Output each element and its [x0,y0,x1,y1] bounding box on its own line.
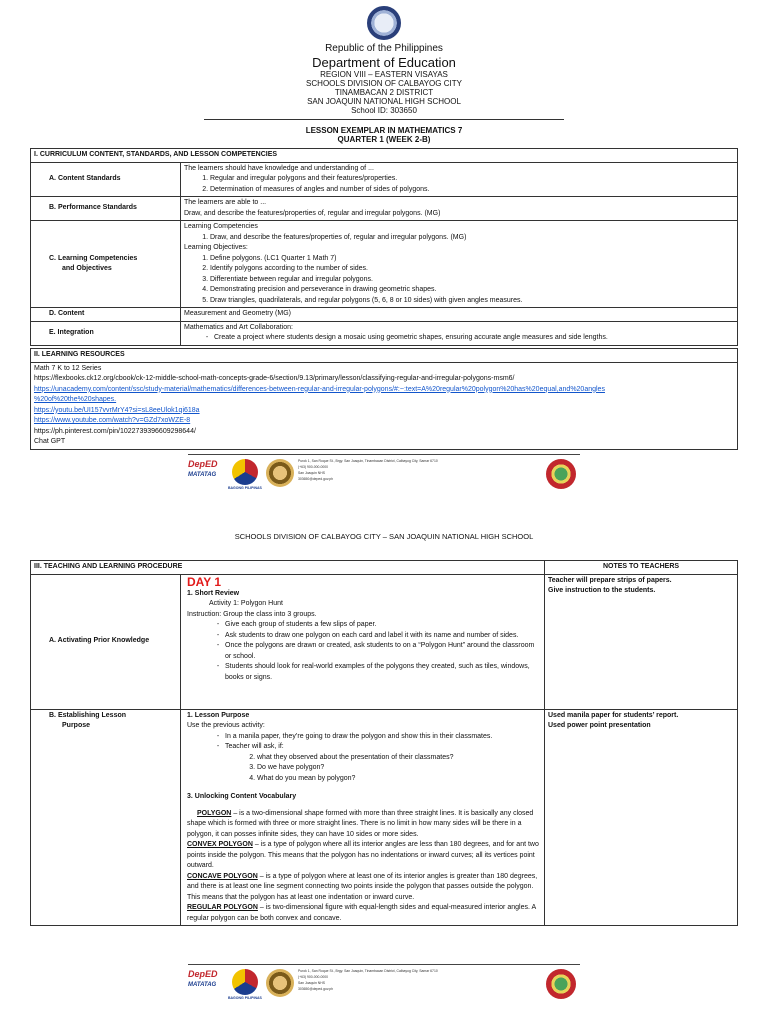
division-seal-icon [266,969,294,997]
page-footer [188,454,580,494]
curriculum-table [30,148,738,346]
integration-line-1: Mathematics and Art Collaboration: [184,323,293,331]
establishing-label [31,709,181,926]
resource-line: https://flexbooks.ck12.org/cbook/ck-12-middle-school-math-concepts-grade-6/section/9.13/primary/lesson/classifying-regular-and-irregular-polygons-msm6/ [34,375,515,382]
note-line: Used manila paper for students’ report. [548,711,679,719]
list-item: - Teacher will ask, if: [225,742,541,753]
list-item: 2. Determination of measures of angles and number of sides of polygons. [210,185,734,196]
vocab-def: – is a two-dimensional shape formed with more than three straight lines. It is basically any closed shape which is formed with three or more straight lines. There is no limit in how many sides will be there in a polygon, it can posses infinite sides, they can have 10 sides or more sides. [187,809,534,838]
list-item: - In a manila paper, they’re going to draw the polygon and show this in their classmates. [225,732,541,743]
vocab-convex [187,840,541,872]
list-item: - Once the polygons are drawn or created, ask students to on a “Polygon Hunt” around the classroom or school. [225,641,541,662]
footer-divider [188,454,580,455]
matatag-text: MATATAG [188,982,217,988]
resource-link[interactable]: %20of%20the%20shapes. [34,396,117,403]
contact-email: 303650@deped.gov.ph [298,477,334,481]
contact-address: Purok 1, San Roque St., Brgy. San Joaquin, Tinambacan District, Calbayog City, Samar 6710 [298,459,438,463]
section-1-heading: I. CURRICULUM CONTENT, STANDARDS, AND LESSON COMPETENCIES [31,149,738,163]
page-2-division-line: SCHOOLS DIVISION OF CALBAYOG CITY – SAN JOAQUIN NATIONAL HIGH SCHOOL [234,532,534,541]
resource-line: https://ph.pinterest.com/pin/102273939660929864​4/ [34,427,196,435]
vocab-term: CONVEX POLYGON [187,841,253,848]
instruction-line: Instruction: Group the class into 3 groups. [187,610,317,618]
contact-email: 303650@deped.gov.ph [298,987,334,991]
resource-link[interactable]: https://unacademy.com/content/ssc/study-material/mathematics/differences-between-regular-and-irregular-polygons/#:~:text=A%20regular%20polygon%20has%20equal,and%20angles [34,385,605,393]
competencies-label-2: and Objectives [62,265,112,272]
school-seal-icon [546,459,576,489]
resource-link[interactable]: https://www.youtube.com/watch?v=GZd7xoWZE-8 [34,417,191,424]
school-line: SAN JOAQUIN NATIONAL HIGH SCHOOL [307,97,461,106]
list-item: 5. Draw triangles, quadrilaterals, and regular polygons (5, 6, 8 or 10 sides) with given angles measures. [210,296,734,307]
list-item: 1. Regular and irregular polygons and their features/properties. [210,174,734,185]
header-divider [204,119,564,120]
resource-link[interactable]: https://youtu.be/UI157vvrMrY4?si=sL8eeUlok1qi618a [34,406,200,414]
school-id-line: School ID: 303650 [351,106,417,115]
vocab-polygon [187,809,541,841]
contact-facebook: San Joaquin NHS [298,471,325,475]
resources-cell [31,362,738,449]
performance-standards-cell [181,197,738,221]
lesson-title: LESSON EXEMPLAR IN MATHEMATICS 7 [305,126,463,135]
vocab-term: REGULAR POLYGON [187,904,258,911]
lesson-purpose-heading: 1. Lesson Purpose [187,711,250,719]
establishing-label-2: Purpose [62,722,91,729]
deped-matatag-logo-icon [188,459,226,489]
establishing-cell [181,709,545,926]
performance-text: Draw, and describe the features/properties of, regular and irregular polygons. (MG) [184,209,441,217]
notes-heading: NOTES TO TEACHERS [545,561,738,575]
content-label: D. Content [31,308,181,322]
vocab-def: – is a type of polygon where all its interior angles are less than 180 degrees, and for ant two points inside the polygon. This means that the polygon has no indentations or inward curves; all its vertices point outward. [187,841,539,869]
list-item: - Create a project where students design a mosaic using geometric shapes, ensuring accurate angle measures and side lengths. [214,333,734,344]
note-line: Give instruction to the students. [548,587,656,594]
section-3-heading: III. TEACHING AND LEARNING PROCEDURE [31,561,545,575]
establishing-label-1: B. Establishing Lesson [49,711,127,719]
integration-label: E. Integration [31,321,181,345]
content-value: Measurement and Geometry (MG) [181,308,738,322]
vocab-term: POLYGON [197,809,232,817]
region-line: REGION VIII – EASTERN VISAYAS [320,70,448,79]
contact-phone: (+63) 900-000-0000 [298,975,329,979]
bagong-pilipinas-text: BAGONG PILIPINAS [228,996,262,1000]
list-item: 1. Draw, and describe the features/properties of, regular and irregular polygons. (MG) [210,233,734,244]
bagong-pilipinas-logo-icon [232,969,258,995]
resources-table [30,348,738,450]
performance-intro: The learners are able to ... [184,199,267,206]
unlocking-heading: 3. Unlocking Content Vocabulary [187,793,297,800]
division-line: SCHOOLS DIVISION OF CALBAYOG CITY [306,79,462,88]
content-standards-intro: The learners should have knowledge and understanding of ... [184,164,374,172]
list-item: 2. what they observed about the presentation of their classmates? [257,753,541,764]
establishing-notes [545,709,738,926]
objectives-heading: Learning Objectives: [184,244,248,251]
competencies-cell [181,221,738,308]
vocab-regular [187,903,541,924]
vocab-concave [187,872,541,904]
deped-matatag-logo-icon [188,969,226,999]
competencies-label [31,221,181,308]
note-line: Teacher will prepare strips of papers. [548,576,672,584]
bagong-pilipinas-logo-icon [232,459,258,485]
district-line: TINAMBACAN 2 DISTRICT [334,88,434,97]
page-1 [0,6,768,144]
integration-cell [181,321,738,345]
note-line: Used power point presentation [548,722,651,729]
resource-line: Math 7 K to 12 Series [34,364,102,372]
use-previous-line: Use the previous activity: [187,722,265,729]
activating-cell [181,574,545,709]
list-item: 4. Demonstrating precision and perseverance in drawing geometric shapes. [210,285,734,296]
list-item: 3. Do we have polygon? [257,763,541,774]
contact-phone: (+63) 900-000-0000 [298,465,329,469]
department-line: Department of Education [312,55,456,70]
list-item: 2. Identify polygons according to the number of sides. [210,264,734,275]
division-seal-icon [266,459,294,487]
competencies-label-1: C. Learning Competencies [49,254,138,262]
content-standards-label: A. Content Standards [31,162,181,197]
vocab-term: CONCAVE POLYGON [187,872,258,880]
day-label: DAY 1 [187,574,222,589]
procedure-table [30,560,738,926]
footer-divider [188,964,580,965]
republic-line: Republic of the Philippines [325,43,443,54]
performance-standards-label: B. Performance Standards [31,197,181,221]
bagong-pilipinas-text: BAGONG PILIPINAS [228,486,262,490]
contact-block [298,458,438,482]
resource-line: Chat GPT [34,438,66,445]
quarter-line: QUARTER 1 (WEEK 2-B) [337,135,431,144]
competencies-heading: Learning Competencies [184,223,258,230]
contact-block [298,968,438,992]
activity-title: Activity 1: Polygon Hunt [209,600,283,607]
matatag-text: MATATAG [188,472,217,478]
list-item: - Ask students to draw one polygon on each card and label it with its name and number of sides. [225,631,541,642]
vocab-def: – is two-dimensional figure with equal-length sides and equal-measured interior angles. A regular polygon can be both convex and concave. [187,904,536,922]
deped-text: DepED [188,459,218,469]
content-standards-cell [181,162,738,197]
school-seal-icon [546,969,576,999]
deped-seal-icon [367,6,401,40]
short-review-heading: 1. Short Review [187,589,240,597]
activating-notes [545,574,738,709]
page-footer [188,964,580,1004]
activating-label: A. Activating Prior Knowledge [31,574,181,709]
contact-address: Purok 1, San Roque St., Brgy. San Joaquin, Tinambacan District, Calbayog City, Samar 6710 [298,969,438,973]
list-item: 4. What do you mean by polygon? [257,774,541,785]
vocab-def: – is a type of polygon where at least one of its interior angles is greater than 180 degrees, and there is at least one line segment connecting two points inside the polygon that passes outside the polygon. This means that the polygon has at least one indentation or inward curve. [187,872,538,901]
contact-facebook: San Joaquin NHS [298,981,325,985]
list-item: 1. Define polygons. (LC1 Quarter 1 Math 7) [210,254,734,265]
list-item: - Give each group of students a few slips of paper. [225,620,541,631]
section-2-heading: II. LEARNING RESOURCES [31,349,738,363]
deped-text: DepED [188,969,218,979]
list-item: - Students should look for real-world examples of the polygons they created, such as tiles, windows, books or signs. [225,662,541,683]
list-item: 3. Differentiate between regular and irregular polygons. [210,275,734,286]
